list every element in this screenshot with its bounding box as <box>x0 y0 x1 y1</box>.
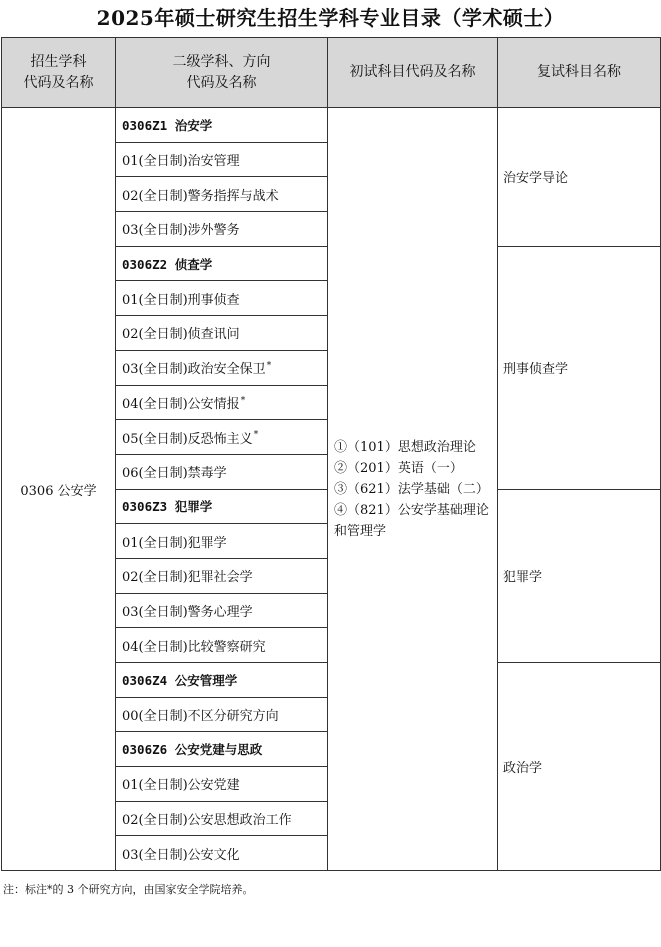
subdiscipline-heading <box>116 108 328 143</box>
header-exam: 初试科目代码及名称 <box>328 38 498 108</box>
table-header-row <box>2 38 661 108</box>
exam-subject: ②（201）英语（一） <box>334 460 463 476</box>
header-major <box>2 38 116 108</box>
catalog-table <box>1 37 661 871</box>
direction-item <box>116 385 328 420</box>
direction-item <box>116 524 328 559</box>
subdiscipline-name: 侦查学 <box>174 256 213 272</box>
subdiscipline-heading <box>116 732 328 767</box>
subdiscipline-heading <box>116 246 328 281</box>
exam-subject: ①（101）思想政治理论 <box>334 439 476 455</box>
direction-item <box>116 350 328 385</box>
subdiscipline-name: 公安党建与思政 <box>174 742 263 758</box>
subdiscipline-code: 0306Z2 <box>122 256 168 272</box>
direction-label: 03(全日制)涉外警务 <box>122 223 240 239</box>
direction-label: 02(全日制)公安思想政治工作 <box>122 813 292 829</box>
direction-label: 04(全日制)比较警察研究 <box>122 639 266 655</box>
direction-item <box>116 281 328 316</box>
catalog-body <box>2 108 661 871</box>
exam-subject: ④（821）公安学基础理论和管理学 <box>334 502 489 539</box>
header-subdiscipline-line2: 代码及名称 <box>186 74 257 91</box>
direction-label: 01(全日制)治安管理 <box>122 154 240 170</box>
subdiscipline-code: 0306Z4 <box>122 672 168 688</box>
retest-subject: 犯罪学 <box>498 489 661 662</box>
direction-label: 02(全日制)犯罪社会学 <box>122 570 253 586</box>
direction-item <box>116 316 328 351</box>
header-subdiscipline-line1: 二级学科、方向 <box>172 53 271 70</box>
exam-subjects-cell <box>328 108 498 871</box>
subdiscipline-code: 0306Z3 <box>122 499 168 515</box>
subdiscipline-name: 治安学 <box>174 117 213 133</box>
page-title: 2025年硕士研究生招生学科专业目录（学术硕士） <box>96 6 565 30</box>
exam-subject: ③（621）法学基础（二） <box>334 481 489 497</box>
direction-label: 01(全日制)公安党建 <box>122 778 240 794</box>
direction-item <box>116 454 328 489</box>
direction-item <box>116 628 328 663</box>
direction-label: 04(全日制)公安情报 <box>122 396 240 412</box>
direction-item <box>116 697 328 732</box>
direction-label: 06(全日制)禁毒学 <box>122 466 227 482</box>
direction-label: 03(全日制)警务心理学 <box>122 604 253 620</box>
direction-item <box>116 593 328 628</box>
direction-label: 01(全日制)犯罪学 <box>122 535 227 551</box>
direction-label: 01(全日制)刑事侦查 <box>122 292 240 308</box>
footnote-marker: * <box>253 430 259 441</box>
major-cell: 0306 公安学 <box>2 108 116 871</box>
subdiscipline-code: 0306Z6 <box>122 742 168 758</box>
direction-item <box>116 836 328 871</box>
subdiscipline-name: 公安管理学 <box>174 672 238 688</box>
header-major-line1: 招生学科 <box>30 53 87 70</box>
direction-item <box>116 801 328 836</box>
footnote-marker: * <box>266 360 272 371</box>
direction-label: 03(全日制)公安文化 <box>122 847 240 863</box>
direction-item <box>116 177 328 212</box>
retest-subject: 刑事侦查学 <box>498 246 661 489</box>
direction-item <box>116 212 328 247</box>
header-retest: 复试科目名称 <box>498 38 661 108</box>
header-subdiscipline <box>116 38 328 108</box>
direction-label: 00(全日制)不区分研究方向 <box>122 709 279 725</box>
table-row <box>2 108 661 143</box>
direction-item <box>116 142 328 177</box>
direction-label: 02(全日制)警务指挥与战术 <box>122 188 279 204</box>
retest-subject: 政治学 <box>498 663 661 871</box>
direction-item <box>116 767 328 802</box>
direction-item <box>116 558 328 593</box>
direction-item <box>116 420 328 455</box>
subdiscipline-heading <box>116 663 328 698</box>
footnote-marker: * <box>240 395 246 406</box>
footnote: 注：标注*的 3 个研究方向，由国家安全学院培养。 <box>3 883 254 896</box>
header-major-line2: 代码及名称 <box>23 74 94 91</box>
direction-label: 05(全日制)反恐怖主义 <box>122 431 253 447</box>
subdiscipline-heading <box>116 489 328 524</box>
direction-label: 03(全日制)政治安全保卫 <box>122 362 266 378</box>
subdiscipline-code: 0306Z1 <box>122 117 168 133</box>
direction-label: 02(全日制)侦查讯问 <box>122 327 240 343</box>
subdiscipline-name: 犯罪学 <box>174 499 213 515</box>
retest-subject: 治安学导论 <box>498 108 661 247</box>
